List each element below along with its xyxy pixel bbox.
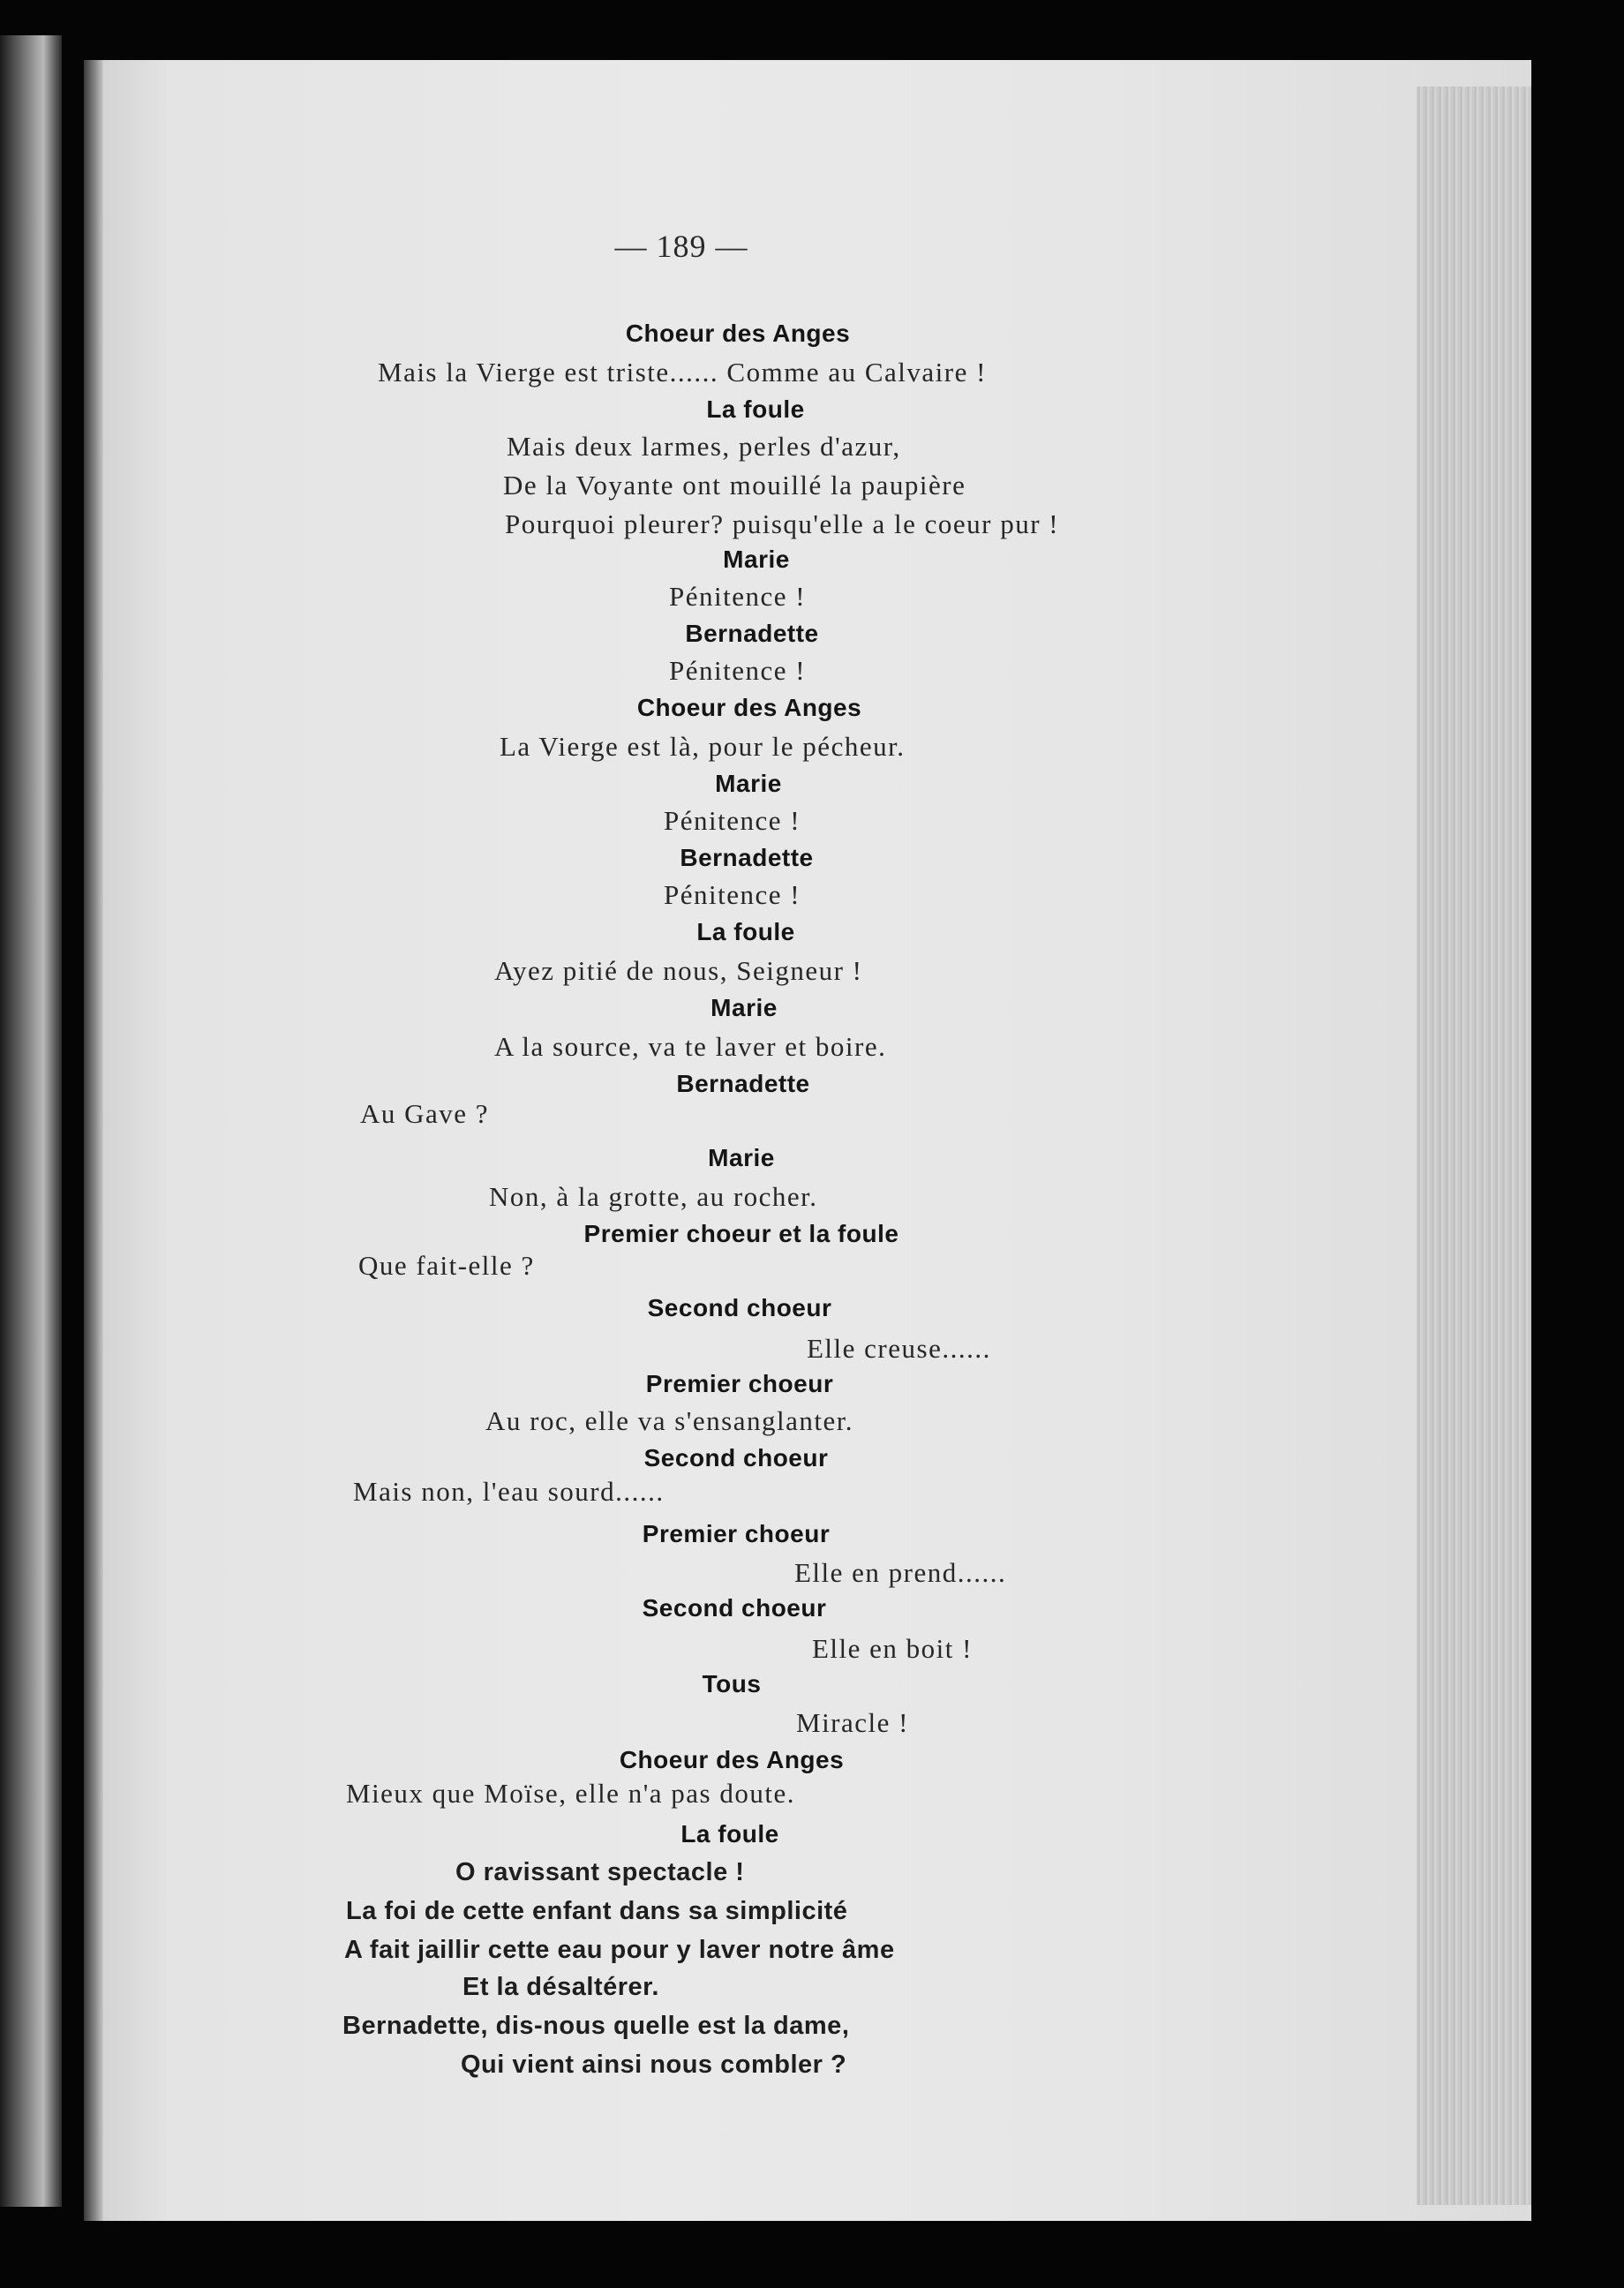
- speaker-label: Premier choeur: [645, 1370, 834, 1397]
- verse-line: Elle en prend......: [794, 1557, 1007, 1588]
- verse-line: Mais la Vierge est triste...... Comme au Calvaire !: [378, 357, 987, 388]
- speaker-label: Bernadette: [676, 1070, 810, 1097]
- speaker-label: Second choeur: [647, 1294, 832, 1321]
- speaker-label: Marie: [723, 546, 790, 573]
- verse-line: Au roc, elle va s'ensanglanter.: [485, 1405, 854, 1436]
- verse-line: Miracle !: [796, 1707, 909, 1738]
- verse-line: Elle creuse......: [807, 1333, 991, 1364]
- speaker-label: Second choeur: [643, 1444, 829, 1471]
- verse-line: Mais deux larmes, perles d'azur,: [507, 431, 901, 462]
- verse-line: De la Voyante ont mouillé la paupière: [503, 470, 966, 500]
- verse-line: A la source, va te laver et boire.: [494, 1031, 887, 1062]
- speaker-label: Marie: [708, 1144, 775, 1171]
- verse-line: Non, à la grotte, au rocher.: [489, 1181, 818, 1212]
- page-stack-edges: [1417, 87, 1531, 2205]
- facing-page-edge: [0, 35, 62, 2207]
- speaker-label: Choeur des Anges: [636, 694, 862, 721]
- verse-line: Pénitence !: [669, 581, 807, 612]
- speaker-label: Second choeur: [642, 1594, 827, 1622]
- speaker-label: Marie: [715, 770, 782, 797]
- speaker-label: La foule: [706, 395, 805, 423]
- verse-line: Pénitence !: [664, 879, 801, 910]
- verse-line: La foi de cette enfant dans sa simplicité: [346, 1897, 848, 1925]
- speaker-label: Choeur des Anges: [619, 1746, 845, 1773]
- verse-line: Et la désaltérer.: [462, 1973, 659, 2001]
- verse-line: Qui vient ainsi nous combler ?: [461, 2051, 847, 2079]
- verse-line: Mais non, l'eau sourd......: [353, 1476, 665, 1507]
- verse-line: Ayez pitié de nous, Seigneur !: [494, 955, 863, 986]
- verse-line: Mieux que Moïse, elle n'a pas doute.: [346, 1778, 795, 1809]
- verse-line: Pourquoi pleurer? puisqu'elle a le coeur pur !: [505, 508, 1060, 539]
- speaker-label: Choeur des Anges: [625, 320, 851, 347]
- verse-line: La Vierge est là, pour le pécheur.: [500, 731, 906, 762]
- speaker-label: Premier choeur: [642, 1520, 831, 1547]
- verse-line: Au Gave ?: [360, 1098, 490, 1129]
- verse-line: Que fait-elle ?: [358, 1250, 535, 1281]
- speaker-label: Premier choeur et la foule: [583, 1220, 899, 1247]
- speaker-label: La foule: [680, 1820, 779, 1848]
- speaker-label: Marie: [710, 994, 778, 1021]
- verse-line: Pénitence !: [664, 805, 801, 836]
- speaker-label: La foule: [696, 918, 795, 945]
- page-number: — 189 —: [614, 229, 748, 264]
- verse-line: Pénitence !: [669, 655, 807, 686]
- speaker-label: Tous: [702, 1670, 762, 1697]
- speaker-label: Bernadette: [680, 844, 814, 871]
- verse-line: Elle en boit !: [812, 1633, 973, 1664]
- verse-line: Bernadette, dis-nous quelle est la dame,: [342, 2012, 850, 2040]
- page-gutter: [84, 60, 103, 2221]
- speaker-label: Bernadette: [685, 620, 819, 647]
- verse-line: A fait jaillir cette eau pour y laver notre âme: [344, 1936, 895, 1964]
- verse-line: O ravissant spectacle !: [455, 1858, 745, 1886]
